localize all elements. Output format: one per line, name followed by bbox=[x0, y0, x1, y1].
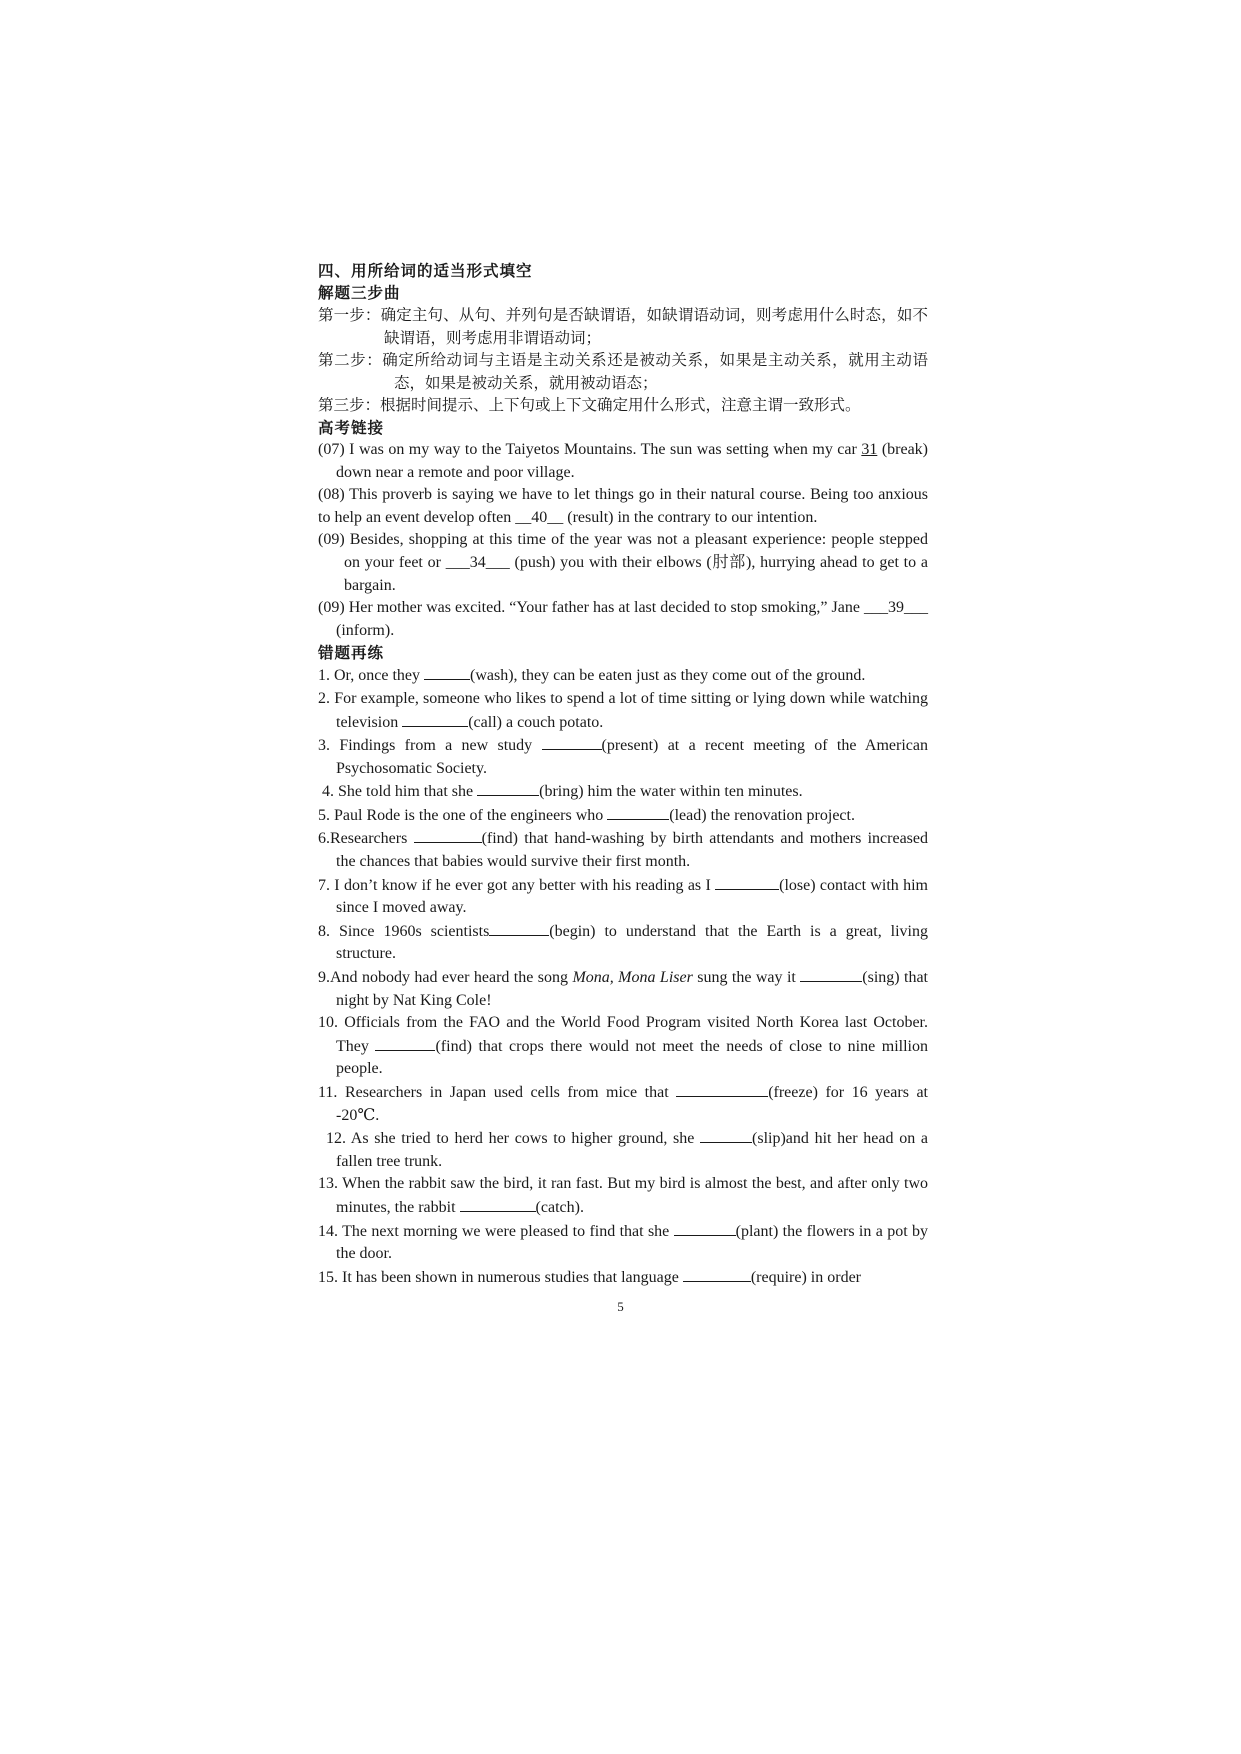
practice-item bbox=[318, 920, 928, 966]
item-text: 7. I don’t know if he ever got any better with his reading as I bbox=[318, 876, 716, 894]
answer-blank[interactable] bbox=[800, 966, 862, 982]
step-text: 确定主句、从句、并列句是否缺谓语，如缺谓语动词，则考虑用什么时态，如不缺谓语，则考虑用非谓语动词； bbox=[380, 306, 928, 347]
item-text: 1. Or, once they bbox=[318, 667, 424, 685]
practice-item bbox=[318, 874, 928, 920]
practice-item bbox=[318, 1173, 928, 1219]
item-text: (sing) that night by Nat King Cole! bbox=[336, 969, 929, 1009]
worksheet-page bbox=[318, 260, 928, 1289]
section-title: 四、用所给词的适当形式填空 bbox=[318, 261, 533, 280]
item-text: (catch). bbox=[535, 1198, 584, 1216]
item-text: 5. Paul Rode is the one of the engineers who bbox=[318, 806, 608, 824]
item-text: 9.And nobody had ever heard the song bbox=[318, 969, 573, 987]
item-text: (09) Her mother was excited. “Your father has at last decided to stop smoking,” Jane ___39___ (inform). bbox=[318, 599, 928, 639]
song-title: Mona, Mona Liser bbox=[572, 969, 693, 987]
gaokao-item bbox=[318, 484, 928, 529]
item-text: (freeze) for 16 years at -20℃. bbox=[336, 1084, 928, 1124]
item-text: (require) in order bbox=[750, 1268, 861, 1286]
step-label: 第二步： bbox=[318, 351, 383, 370]
practice-item bbox=[318, 734, 928, 780]
practice-item bbox=[318, 780, 928, 804]
item-text: 11. Researchers in Japan used cells from mice that bbox=[318, 1084, 677, 1101]
item-text: (wash), they can be eaten just as they come out of the ground. bbox=[470, 667, 866, 685]
step-text: 根据时间提示、上下句或上下文确定用什么形式，注意主谓一致形式。 bbox=[380, 396, 861, 415]
step-1 bbox=[318, 304, 928, 349]
answer-blank[interactable] bbox=[424, 664, 470, 680]
page-number: 5 bbox=[617, 1299, 624, 1314]
gaokao-item bbox=[318, 597, 928, 642]
practice-item bbox=[318, 664, 928, 688]
step-3 bbox=[318, 394, 928, 417]
answer-blank[interactable] bbox=[477, 780, 539, 796]
practice-item bbox=[318, 1266, 928, 1290]
gaokao-item bbox=[318, 529, 928, 597]
item-text: (09) Besides, shopping at this time of the year was not a pleasant experience: people stepped on your feet or ___34___ (push) you with their elbows (肘部), hurrying ahead to get to a bargain. bbox=[318, 531, 928, 594]
item-text: (find) that crops there would not meet the needs of close to nine million people. bbox=[336, 1037, 929, 1078]
item-text: 8. Since 1960s scientists bbox=[318, 922, 490, 940]
item-text: 2. For example, someone who likes to spend a lot of time sitting or lying down while watching television bbox=[318, 689, 928, 731]
item-text: (present) at a recent meeting of the American Psychosomatic Society. bbox=[336, 737, 928, 777]
item-text: (plant) the flowers in a pot by the door. bbox=[336, 1222, 929, 1263]
item-text: (07) I was on my way to the Taiyetos Mountains. The sun was setting when my car bbox=[318, 440, 862, 458]
item-text: (bring) him the water within ten minutes. bbox=[539, 783, 803, 801]
item-text: 10. Officials from the FAO and the World Food Program visited North Korea last October. They bbox=[318, 1014, 928, 1055]
practice-item bbox=[318, 1012, 928, 1081]
practice-item bbox=[318, 966, 928, 1012]
answer-blank[interactable] bbox=[375, 1035, 435, 1051]
gaokao-item bbox=[318, 439, 928, 484]
gaokao-title: 高考链接 bbox=[318, 417, 385, 437]
answer-number: 31 bbox=[861, 440, 878, 458]
steps-title: 解题三步曲 bbox=[318, 283, 401, 302]
answer-blank[interactable] bbox=[674, 1220, 736, 1236]
practice-title: 错题再练 bbox=[318, 643, 385, 663]
practice-item bbox=[318, 1220, 928, 1266]
answer-blank[interactable] bbox=[414, 827, 482, 843]
item-text: (call) a couch potato. bbox=[468, 713, 604, 731]
item-text: (08) This proverb is saying we have to let things go in their natural course. Being too anxious to help an event develop often __40__ (result) in the contrary to our intention. bbox=[318, 486, 928, 526]
item-text: 12. As she tried to herd her cows to higher ground, she bbox=[326, 1130, 701, 1148]
answer-blank[interactable] bbox=[607, 804, 669, 820]
item-text: 15. It has been shown in numerous studies that language bbox=[318, 1268, 683, 1286]
item-text: (lose) contact with him since I moved away. bbox=[336, 876, 928, 917]
step-label: 第三步： bbox=[318, 396, 381, 415]
item-text: 4. She told him that she bbox=[322, 783, 478, 801]
item-text: (slip)and hit her head on a fallen tree trunk. bbox=[336, 1130, 928, 1170]
item-text: 3. Findings from a new study bbox=[318, 737, 542, 755]
item-text: 13. When the rabbit saw the bird, it ran fast. But my bird is almost the best, and after only two minutes, the rabbit bbox=[318, 1175, 928, 1216]
step-2 bbox=[318, 349, 928, 394]
answer-blank[interactable] bbox=[489, 920, 549, 936]
practice-item bbox=[318, 688, 928, 734]
answer-blank[interactable] bbox=[676, 1081, 768, 1097]
answer-blank[interactable] bbox=[542, 734, 602, 750]
answer-blank[interactable] bbox=[402, 711, 468, 727]
answer-blank[interactable] bbox=[715, 874, 779, 890]
answer-blank[interactable] bbox=[460, 1196, 536, 1212]
item-text: (find) that hand-washing by birth attendants and mothers increased the chances that babies would survive their first month. bbox=[336, 830, 928, 871]
item-text: 14. The next morning we were pleased to find that she bbox=[318, 1222, 674, 1240]
practice-item bbox=[318, 804, 928, 828]
answer-blank[interactable] bbox=[700, 1127, 752, 1143]
practice-item bbox=[318, 827, 928, 873]
item-text: (begin) to understand that the Earth is a great, living structure. bbox=[336, 922, 928, 963]
item-text: sung the way it bbox=[692, 969, 801, 987]
step-text: 确定所给动词与主语是主动关系还是被动关系，如果是主动关系，就用主动语态，如果是被动关系，就用被动语态； bbox=[382, 351, 928, 392]
practice-item bbox=[318, 1081, 928, 1127]
item-text: (lead) the renovation project. bbox=[669, 806, 855, 824]
step-label: 第一步： bbox=[318, 306, 381, 324]
item-text: 6.Researchers bbox=[318, 830, 414, 848]
practice-item bbox=[318, 1127, 928, 1173]
answer-blank[interactable] bbox=[683, 1266, 751, 1282]
item-text: (break) down near a remote and poor village. bbox=[336, 440, 928, 481]
